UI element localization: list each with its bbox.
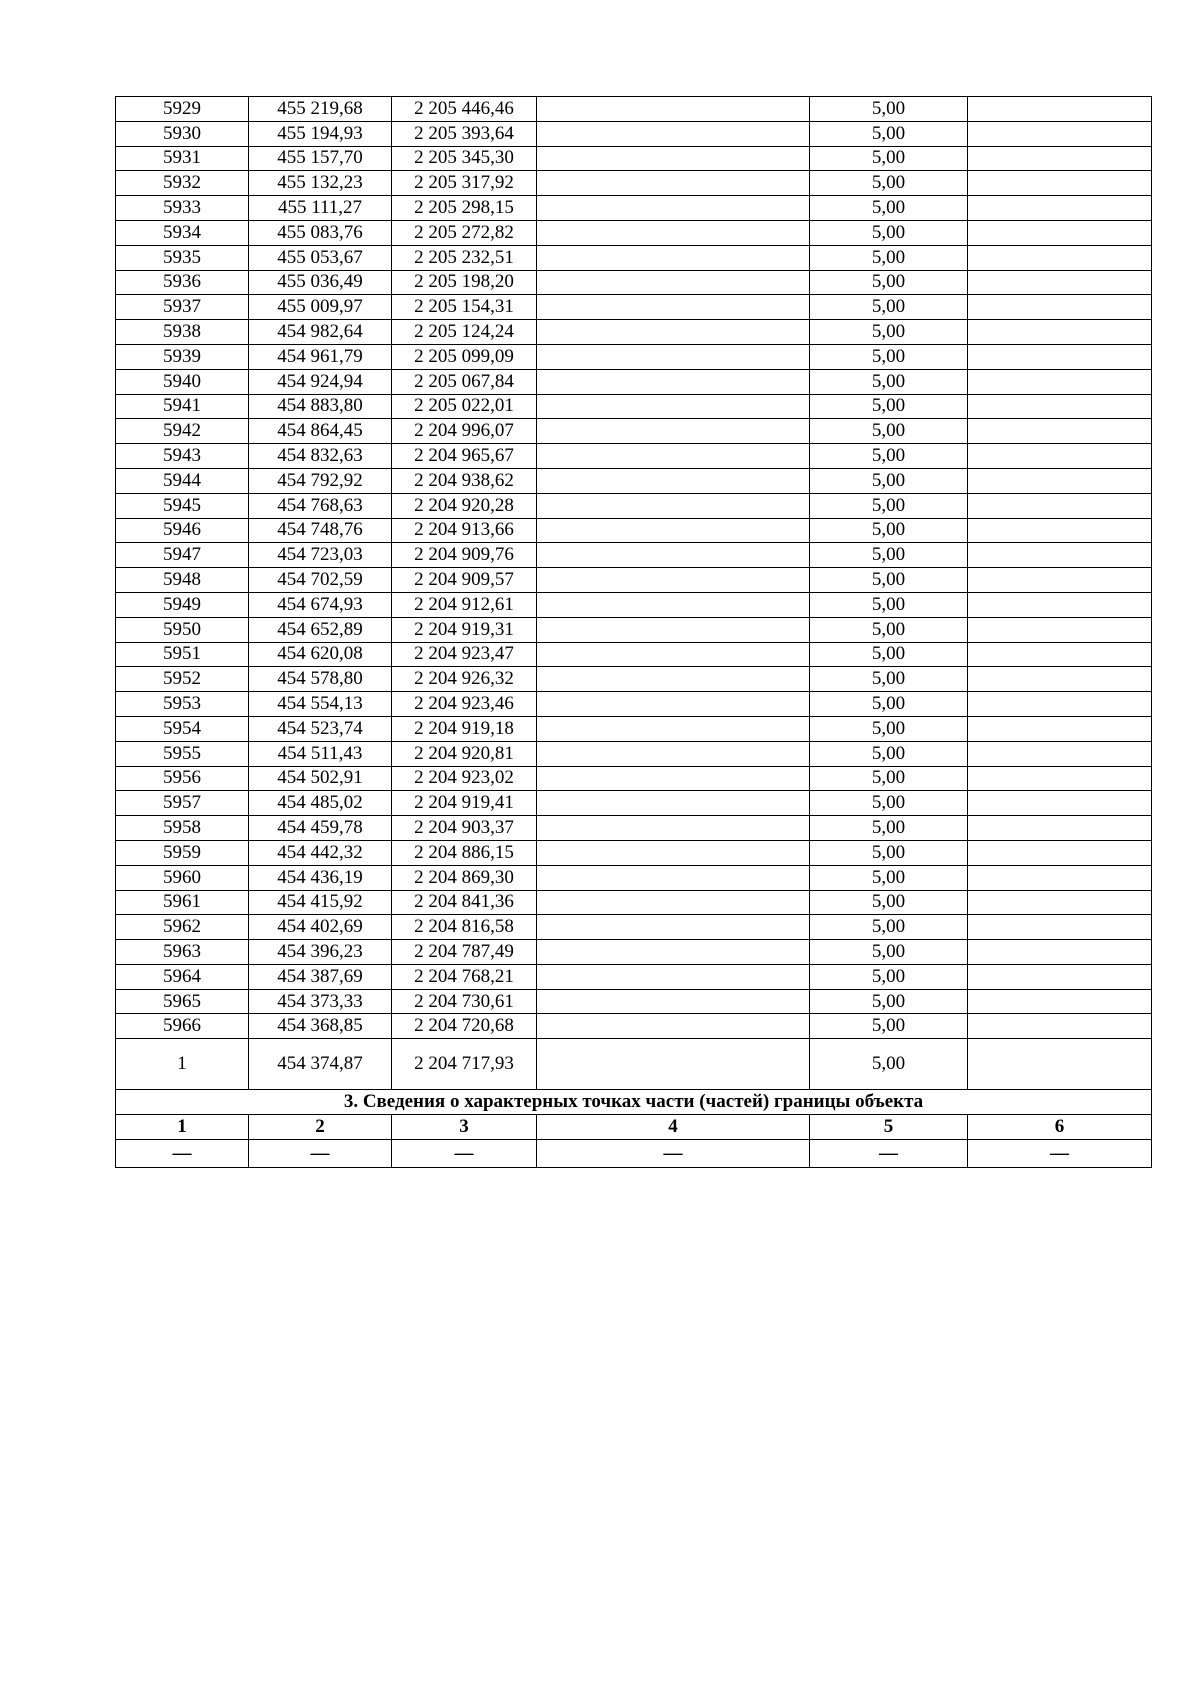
x-coordinate-cell: 455 053,67 (249, 245, 392, 270)
point-number-cell: 5950 (116, 617, 249, 642)
table-row (116, 493, 1152, 518)
x-coordinate-cell: 454 396,23 (249, 940, 392, 965)
accuracy-cell: 5,00 (810, 989, 968, 1014)
table-row (116, 741, 1152, 766)
point-number-cell: 5930 (116, 121, 249, 146)
description-cell (968, 468, 1152, 493)
point-number-cell: 5949 (116, 592, 249, 617)
y-coordinate-cell: 2 204 816,58 (392, 915, 537, 940)
y-coordinate-cell: 2 205 154,31 (392, 295, 537, 320)
accuracy-cell: 5,00 (810, 146, 968, 171)
x-coordinate-cell: 454 748,76 (249, 518, 392, 543)
section-3-block (116, 1090, 1152, 1168)
method-cell (537, 295, 810, 320)
y-coordinate-cell: 2 204 909,76 (392, 543, 537, 568)
description-cell (968, 716, 1152, 741)
accuracy-cell: 5,00 (810, 419, 968, 444)
y-coordinate-cell: 2 205 124,24 (392, 320, 537, 345)
y-coordinate-cell: 2 205 317,92 (392, 171, 537, 196)
accuracy-cell: 5,00 (810, 220, 968, 245)
method-cell (537, 592, 810, 617)
table-row (116, 1039, 1152, 1090)
y-coordinate-cell: 2 204 909,57 (392, 568, 537, 593)
point-number-cell: 5964 (116, 964, 249, 989)
point-number-cell: 5957 (116, 791, 249, 816)
method-cell (537, 692, 810, 717)
description-cell (968, 840, 1152, 865)
point-number-cell: 5933 (116, 196, 249, 221)
x-coordinate-cell: 455 036,49 (249, 270, 392, 295)
description-cell (968, 592, 1152, 617)
y-coordinate-cell: 2 204 869,30 (392, 865, 537, 890)
description-cell (968, 989, 1152, 1014)
table-row (116, 394, 1152, 419)
x-coordinate-cell: 454 387,69 (249, 964, 392, 989)
method-cell (537, 518, 810, 543)
x-coordinate-cell: 454 523,74 (249, 716, 392, 741)
y-coordinate-cell: 2 204 730,61 (392, 989, 537, 1014)
x-coordinate-cell: 454 554,13 (249, 692, 392, 717)
method-cell (537, 568, 810, 593)
table-row (116, 940, 1152, 965)
table-row (116, 295, 1152, 320)
point-number-cell: 5937 (116, 295, 249, 320)
x-coordinate-cell: 454 674,93 (249, 592, 392, 617)
x-coordinate-cell: 454 415,92 (249, 890, 392, 915)
description-cell (968, 444, 1152, 469)
point-number-cell: 5947 (116, 543, 249, 568)
table-row (116, 270, 1152, 295)
accuracy-cell: 5,00 (810, 642, 968, 667)
y-coordinate-cell: 2 204 720,68 (392, 1014, 537, 1039)
description-cell (968, 543, 1152, 568)
description-cell (968, 171, 1152, 196)
description-cell (968, 419, 1152, 444)
y-coordinate-cell: 2 204 903,37 (392, 816, 537, 841)
x-coordinate-cell: 455 132,23 (249, 171, 392, 196)
accuracy-cell: 5,00 (810, 568, 968, 593)
x-coordinate-cell: 454 723,03 (249, 543, 392, 568)
y-coordinate-cell: 2 204 938,62 (392, 468, 537, 493)
table-row (116, 840, 1152, 865)
point-number-cell: 5953 (116, 692, 249, 717)
point-number-cell: 5948 (116, 568, 249, 593)
point-number-cell: 5958 (116, 816, 249, 841)
x-coordinate-cell: 454 961,79 (249, 344, 392, 369)
y-coordinate-cell: 2 204 926,32 (392, 667, 537, 692)
accuracy-cell: 5,00 (810, 493, 968, 518)
table-row (116, 196, 1152, 221)
description-cell (968, 617, 1152, 642)
y-coordinate-cell: 2 204 768,21 (392, 964, 537, 989)
x-coordinate-cell: 454 459,78 (249, 816, 392, 841)
table-row (116, 444, 1152, 469)
table-row (116, 344, 1152, 369)
method-cell (537, 493, 810, 518)
description-cell (968, 766, 1152, 791)
table-row (116, 865, 1152, 890)
description-cell (968, 692, 1152, 717)
empty-mark-3: — (392, 1140, 537, 1168)
accuracy-cell: 5,00 (810, 940, 968, 965)
column-number-row (116, 1115, 1152, 1140)
description-cell (968, 270, 1152, 295)
method-cell (537, 444, 810, 469)
description-cell (968, 220, 1152, 245)
method-cell (537, 220, 810, 245)
y-coordinate-cell: 2 205 067,84 (392, 369, 537, 394)
table-row (116, 667, 1152, 692)
description-cell (968, 1039, 1152, 1090)
y-coordinate-cell: 2 204 841,36 (392, 890, 537, 915)
y-coordinate-cell: 2 205 446,46 (392, 97, 537, 122)
x-coordinate-cell: 454 442,32 (249, 840, 392, 865)
accuracy-cell: 5,00 (810, 171, 968, 196)
accuracy-cell: 5,00 (810, 295, 968, 320)
table-row (116, 97, 1152, 122)
point-number-cell: 5960 (116, 865, 249, 890)
x-coordinate-cell: 455 083,76 (249, 220, 392, 245)
y-coordinate-cell: 2 204 923,46 (392, 692, 537, 717)
method-cell (537, 617, 810, 642)
accuracy-cell: 5,00 (810, 816, 968, 841)
table-row (116, 1014, 1152, 1039)
x-coordinate-cell: 455 194,93 (249, 121, 392, 146)
point-number-cell: 5951 (116, 642, 249, 667)
method-cell (537, 890, 810, 915)
x-coordinate-cell: 454 883,80 (249, 394, 392, 419)
x-coordinate-cell: 454 702,59 (249, 568, 392, 593)
accuracy-cell: 5,00 (810, 592, 968, 617)
point-number-cell: 5955 (116, 741, 249, 766)
method-cell (537, 171, 810, 196)
method-cell (537, 121, 810, 146)
y-coordinate-cell: 2 204 996,07 (392, 419, 537, 444)
description-cell (968, 394, 1152, 419)
method-cell (537, 320, 810, 345)
method-cell (537, 146, 810, 171)
accuracy-cell: 5,00 (810, 121, 968, 146)
point-number-cell: 5941 (116, 394, 249, 419)
method-cell (537, 1014, 810, 1039)
y-coordinate-cell: 2 205 393,64 (392, 121, 537, 146)
x-coordinate-cell: 455 009,97 (249, 295, 392, 320)
point-number-cell: 5936 (116, 270, 249, 295)
point-number-cell: 5966 (116, 1014, 249, 1039)
accuracy-cell: 5,00 (810, 667, 968, 692)
table-row (116, 419, 1152, 444)
y-coordinate-cell: 2 205 022,01 (392, 394, 537, 419)
points-table-body (116, 97, 1152, 1090)
accuracy-cell: 5,00 (810, 468, 968, 493)
point-number-cell: 5942 (116, 419, 249, 444)
empty-mark-1: — (116, 1140, 249, 1168)
method-cell (537, 716, 810, 741)
table-row (116, 468, 1152, 493)
y-coordinate-cell: 2 204 919,31 (392, 617, 537, 642)
method-cell (537, 766, 810, 791)
x-coordinate-cell: 454 436,19 (249, 865, 392, 890)
point-number-cell: 5954 (116, 716, 249, 741)
table-row (116, 245, 1152, 270)
y-coordinate-cell: 2 205 198,20 (392, 270, 537, 295)
x-coordinate-cell: 454 373,33 (249, 989, 392, 1014)
x-coordinate-cell: 454 864,45 (249, 419, 392, 444)
description-cell (968, 964, 1152, 989)
method-cell (537, 394, 810, 419)
x-coordinate-cell: 454 832,63 (249, 444, 392, 469)
accuracy-cell: 5,00 (810, 617, 968, 642)
accuracy-cell: 5,00 (810, 766, 968, 791)
y-coordinate-cell: 2 204 912,61 (392, 592, 537, 617)
point-number-cell: 5963 (116, 940, 249, 965)
accuracy-cell: 5,00 (810, 791, 968, 816)
column-number-2: 2 (249, 1115, 392, 1140)
y-coordinate-cell: 2 204 923,47 (392, 642, 537, 667)
x-coordinate-cell: 454 485,02 (249, 791, 392, 816)
method-cell (537, 989, 810, 1014)
empty-mark-2: — (249, 1140, 392, 1168)
point-number-cell: 5940 (116, 369, 249, 394)
point-number-cell: 5961 (116, 890, 249, 915)
y-coordinate-cell: 2 204 923,02 (392, 766, 537, 791)
point-number-cell: 5939 (116, 344, 249, 369)
method-cell (537, 196, 810, 221)
method-cell (537, 543, 810, 568)
y-coordinate-cell: 2 204 965,67 (392, 444, 537, 469)
description-cell (968, 816, 1152, 841)
description-cell (968, 568, 1152, 593)
table-row (116, 320, 1152, 345)
accuracy-cell: 5,00 (810, 344, 968, 369)
accuracy-cell: 5,00 (810, 444, 968, 469)
column-number-4: 4 (537, 1115, 810, 1140)
y-coordinate-cell: 2 204 920,81 (392, 741, 537, 766)
method-cell (537, 97, 810, 122)
method-cell (537, 1039, 810, 1090)
point-number-cell: 5934 (116, 220, 249, 245)
x-coordinate-cell: 454 578,80 (249, 667, 392, 692)
point-number-cell: 5935 (116, 245, 249, 270)
empty-data-row (116, 1140, 1152, 1168)
section-3-title: 3. Сведения о характерных точках части (частей) границы объекта (116, 1090, 1152, 1115)
description-cell (968, 121, 1152, 146)
description-cell (968, 1014, 1152, 1039)
point-number-cell: 5938 (116, 320, 249, 345)
point-number-cell: 5944 (116, 468, 249, 493)
point-number-cell: 5929 (116, 97, 249, 122)
method-cell (537, 940, 810, 965)
accuracy-cell: 5,00 (810, 543, 968, 568)
column-number-3: 3 (392, 1115, 537, 1140)
point-number-cell: 5932 (116, 171, 249, 196)
table-row (116, 171, 1152, 196)
table-row (116, 617, 1152, 642)
point-number-cell: 1 (116, 1039, 249, 1090)
method-cell (537, 245, 810, 270)
table-row (116, 964, 1152, 989)
table-row (116, 568, 1152, 593)
accuracy-cell: 5,00 (810, 840, 968, 865)
table-row (116, 915, 1152, 940)
y-coordinate-cell: 2 205 345,30 (392, 146, 537, 171)
method-cell (537, 865, 810, 890)
accuracy-cell: 5,00 (810, 865, 968, 890)
y-coordinate-cell: 2 204 919,41 (392, 791, 537, 816)
y-coordinate-cell: 2 204 787,49 (392, 940, 537, 965)
method-cell (537, 419, 810, 444)
x-coordinate-cell: 455 219,68 (249, 97, 392, 122)
description-cell (968, 146, 1152, 171)
point-number-cell: 5931 (116, 146, 249, 171)
table-row (116, 121, 1152, 146)
description-cell (968, 741, 1152, 766)
table-row (116, 816, 1152, 841)
x-coordinate-cell: 454 982,64 (249, 320, 392, 345)
x-coordinate-cell: 454 924,94 (249, 369, 392, 394)
point-number-cell: 5943 (116, 444, 249, 469)
table-row (116, 716, 1152, 741)
table-row (116, 146, 1152, 171)
accuracy-cell: 5,00 (810, 915, 968, 940)
accuracy-cell: 5,00 (810, 1039, 968, 1090)
point-number-cell: 5946 (116, 518, 249, 543)
table-row (116, 692, 1152, 717)
column-number-5: 5 (810, 1115, 968, 1140)
x-coordinate-cell: 454 620,08 (249, 642, 392, 667)
y-coordinate-cell: 2 204 920,28 (392, 493, 537, 518)
y-coordinate-cell: 2 205 272,82 (392, 220, 537, 245)
accuracy-cell: 5,00 (810, 394, 968, 419)
table-row (116, 369, 1152, 394)
accuracy-cell: 5,00 (810, 964, 968, 989)
accuracy-cell: 5,00 (810, 245, 968, 270)
x-coordinate-cell: 454 652,89 (249, 617, 392, 642)
y-coordinate-cell: 2 205 298,15 (392, 196, 537, 221)
table-row (116, 766, 1152, 791)
point-number-cell: 5962 (116, 915, 249, 940)
accuracy-cell: 5,00 (810, 196, 968, 221)
point-number-cell: 5959 (116, 840, 249, 865)
method-cell (537, 667, 810, 692)
document-page (115, 96, 1151, 1168)
empty-mark-4: — (537, 1140, 810, 1168)
empty-mark-5: — (810, 1140, 968, 1168)
description-cell (968, 915, 1152, 940)
accuracy-cell: 5,00 (810, 741, 968, 766)
accuracy-cell: 5,00 (810, 716, 968, 741)
description-cell (968, 295, 1152, 320)
accuracy-cell: 5,00 (810, 270, 968, 295)
empty-mark-6: — (968, 1140, 1152, 1168)
accuracy-cell: 5,00 (810, 320, 968, 345)
table-row (116, 592, 1152, 617)
description-cell (968, 493, 1152, 518)
accuracy-cell: 5,00 (810, 890, 968, 915)
description-cell (968, 791, 1152, 816)
method-cell (537, 468, 810, 493)
y-coordinate-cell: 2 205 232,51 (392, 245, 537, 270)
boundary-points-table (115, 96, 1152, 1168)
method-cell (537, 791, 810, 816)
point-number-cell: 5945 (116, 493, 249, 518)
description-cell (968, 667, 1152, 692)
accuracy-cell: 5,00 (810, 369, 968, 394)
description-cell (968, 642, 1152, 667)
y-coordinate-cell: 2 204 913,66 (392, 518, 537, 543)
y-coordinate-cell: 2 204 919,18 (392, 716, 537, 741)
point-number-cell: 5956 (116, 766, 249, 791)
y-coordinate-cell: 2 204 717,93 (392, 1039, 537, 1090)
description-cell (968, 344, 1152, 369)
description-cell (968, 940, 1152, 965)
x-coordinate-cell: 454 374,87 (249, 1039, 392, 1090)
y-coordinate-cell: 2 205 099,09 (392, 344, 537, 369)
description-cell (968, 369, 1152, 394)
method-cell (537, 369, 810, 394)
column-number-6: 6 (968, 1115, 1152, 1140)
method-cell (537, 741, 810, 766)
method-cell (537, 344, 810, 369)
table-row (116, 890, 1152, 915)
x-coordinate-cell: 455 157,70 (249, 146, 392, 171)
method-cell (537, 642, 810, 667)
x-coordinate-cell: 454 511,43 (249, 741, 392, 766)
table-row (116, 989, 1152, 1014)
point-number-cell: 5965 (116, 989, 249, 1014)
accuracy-cell: 5,00 (810, 692, 968, 717)
method-cell (537, 964, 810, 989)
description-cell (968, 865, 1152, 890)
x-coordinate-cell: 454 402,69 (249, 915, 392, 940)
table-row (116, 791, 1152, 816)
table-row (116, 518, 1152, 543)
x-coordinate-cell: 454 792,92 (249, 468, 392, 493)
x-coordinate-cell: 455 111,27 (249, 196, 392, 221)
description-cell (968, 320, 1152, 345)
table-row (116, 543, 1152, 568)
method-cell (537, 840, 810, 865)
description-cell (968, 97, 1152, 122)
method-cell (537, 270, 810, 295)
accuracy-cell: 5,00 (810, 1014, 968, 1039)
accuracy-cell: 5,00 (810, 518, 968, 543)
x-coordinate-cell: 454 768,63 (249, 493, 392, 518)
section-3-title-row (116, 1090, 1152, 1115)
method-cell (537, 915, 810, 940)
table-row (116, 220, 1152, 245)
accuracy-cell: 5,00 (810, 97, 968, 122)
table-row (116, 642, 1152, 667)
column-number-1: 1 (116, 1115, 249, 1140)
method-cell (537, 816, 810, 841)
description-cell (968, 196, 1152, 221)
x-coordinate-cell: 454 502,91 (249, 766, 392, 791)
x-coordinate-cell: 454 368,85 (249, 1014, 392, 1039)
point-number-cell: 5952 (116, 667, 249, 692)
description-cell (968, 890, 1152, 915)
description-cell (968, 245, 1152, 270)
y-coordinate-cell: 2 204 886,15 (392, 840, 537, 865)
description-cell (968, 518, 1152, 543)
